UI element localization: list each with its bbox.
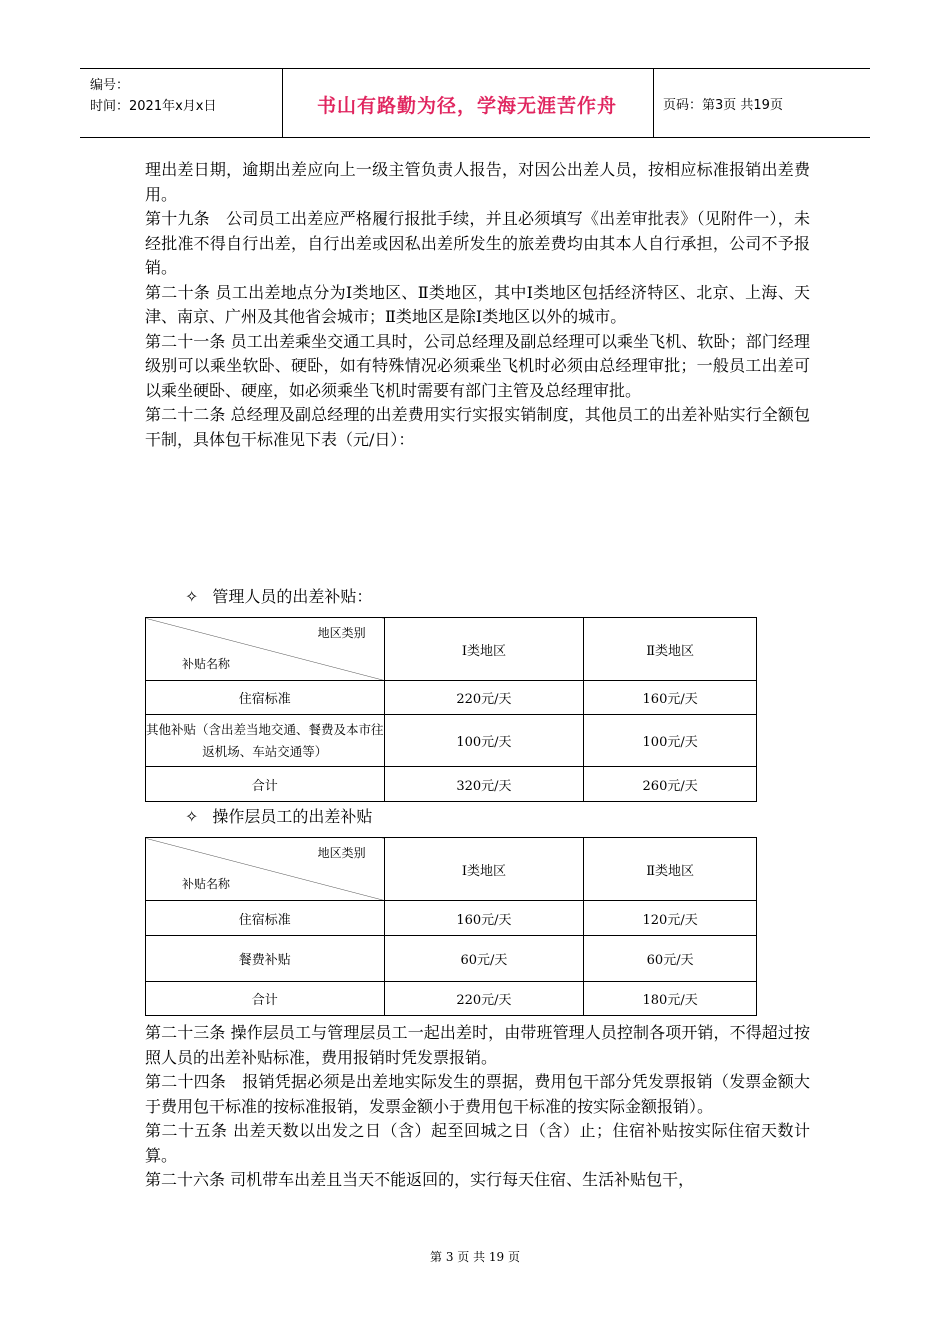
- section-title-management: [185, 584, 372, 607]
- paragraph: 第二十五条 出差天数以出发之日（含）起至回城之日（含）止；住宿补贴按实际住宿天数计算。: [145, 1121, 810, 1165]
- cell-value: 260元/天: [584, 767, 757, 802]
- header-divider: [653, 69, 654, 137]
- header-name: 补贴名称: [182, 877, 231, 891]
- cell-value: 180元/天: [584, 982, 757, 1016]
- table-header-row: [146, 618, 757, 681]
- cell-value: 60元/天: [584, 936, 757, 982]
- body-text-bottom: [145, 1021, 810, 1193]
- paragraph: 第二十条 员工出差地点分为Ⅰ类地区、Ⅱ类地区，其中Ⅰ类地区包括经济特区、北京、上海、天津、南京、广州及其他省会城市；Ⅱ类地区是除Ⅰ类地区以外的城市。: [145, 282, 810, 326]
- table-row: [146, 901, 757, 936]
- cell-value: 100元/天: [584, 715, 757, 767]
- row-name: 餐费补贴: [146, 936, 385, 982]
- page-header: [80, 68, 870, 138]
- diamond-icon: ✧: [185, 587, 199, 606]
- cell-value: 160元/天: [584, 681, 757, 715]
- cell-value: 320元/天: [384, 767, 584, 802]
- cell-value: 100元/天: [384, 715, 584, 767]
- row-name: 住宿标准: [146, 901, 385, 936]
- column-header: Ⅰ类地区: [384, 838, 584, 901]
- cell-value: 220元/天: [384, 681, 584, 715]
- table-row: [146, 936, 757, 982]
- column-header: Ⅰ类地区: [384, 618, 584, 681]
- diamond-icon: ✧: [185, 807, 199, 826]
- section-title-text: 操作层员工的出差补贴: [212, 807, 373, 826]
- cell-value: 220元/天: [384, 982, 584, 1016]
- header-motto: 书山有路勤为径，学海无涯苦作舟: [316, 95, 617, 117]
- column-header: Ⅱ类地区: [584, 838, 757, 901]
- diagonal-header-cell: [146, 838, 385, 901]
- cell-value: 60元/天: [384, 936, 584, 982]
- header-region: 地区类别: [317, 626, 366, 640]
- row-name: 合计: [146, 767, 385, 802]
- table-row: [146, 681, 757, 715]
- paragraph: 第十九条 公司员工出差应严格履行报批手续，并且必须填写《出差审批表》（见附件一），未经批准不得自行出差，自行出差或因私出差所发生的旅差费均由其本人自行承担，公司不予报销。: [145, 209, 810, 277]
- column-header: Ⅱ类地区: [584, 618, 757, 681]
- cell-value: 160元/天: [384, 901, 584, 936]
- paragraph: 第二十一条 员工出差乘坐交通工具时，公司总经理及副总经理可以乘坐飞机、软卧；部门经理级别可以乘坐软卧、硬卧，如有特殊情况必须乘坐飞机时必须由总经理审批；一般员工出差可以乘坐硬卧、硬座，如必须乘坐飞机时需要有部门主管及总经理审批。: [145, 331, 810, 400]
- table-row: [146, 767, 757, 802]
- diagonal-header-cell: [146, 618, 385, 681]
- table-row: [146, 715, 757, 767]
- header-meta: [90, 75, 270, 117]
- header-region: 地区类别: [317, 846, 366, 860]
- time-label: 时间：2021年x月x日: [90, 99, 217, 114]
- paragraph: 第二十四条 报销凭据必须是出差地实际发生的票据，费用包干部分凭发票报销（发票金额大于费用包干标准的按标准报销，发票金额小于费用包干标准的按实际金额报销）。: [145, 1072, 810, 1116]
- header-name: 补贴名称: [182, 657, 231, 671]
- paragraph: 第二十六条 司机带车出差且当天不能返回的，实行每天住宿、生活补贴包干，: [145, 1170, 695, 1189]
- row-name: 合计: [146, 982, 385, 1016]
- operations-allowance-table: [145, 837, 757, 1016]
- section-title-text: 管理人员的出差补贴：: [212, 587, 373, 606]
- row-name: 住宿标准: [146, 681, 385, 715]
- management-allowance-table: [145, 617, 757, 802]
- body-text-top: [145, 158, 810, 452]
- number-label: 编号：: [90, 78, 130, 93]
- page-footer: 第 3 页 共 19 页: [430, 1250, 520, 1264]
- paragraph: 第二十二条 总经理及副总经理的出差费用实行实报实销制度，其他员工的出差补贴实行全额包干制，具体包干标准见下表（元/日）：: [145, 405, 810, 449]
- paragraph: 理出差日期，逾期出差应向上一级主管负责人报告，对因公出差人员，按相应标准报销出差费用。: [145, 160, 810, 204]
- table-header-row: [146, 838, 757, 901]
- header-page-info: 页码：第3页 共19页: [663, 98, 783, 113]
- section-title-operations: [185, 804, 372, 827]
- cell-value: 120元/天: [584, 901, 757, 936]
- table-row: [146, 982, 757, 1016]
- row-name: 其他补贴（含出差当地交通、餐费及本市往返机场、车站交通等）: [146, 715, 385, 767]
- paragraph: 第二十三条 操作层员工与管理层员工一起出差时，由带班管理人员控制各项开销，不得超过按照人员的出差补贴标准，费用报销时凭发票报销。: [145, 1023, 810, 1067]
